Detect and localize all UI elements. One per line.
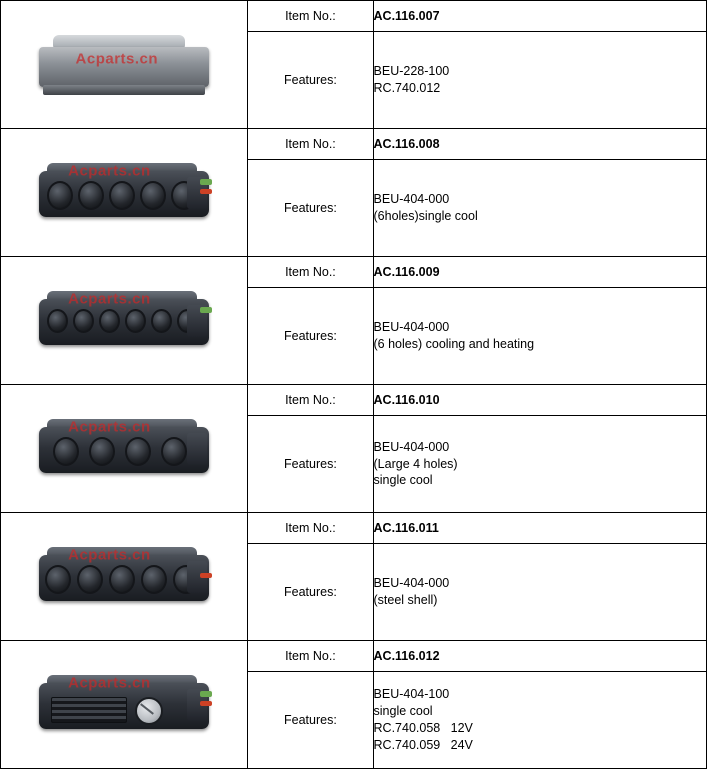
vent — [73, 309, 94, 333]
watermark: Acparts.cn — [68, 290, 151, 308]
feature-line: RC.740.012 — [373, 81, 441, 95]
unit-vents — [45, 565, 199, 594]
features-label: Features: — [248, 544, 373, 641]
item-no-value: AC.116.009 — [373, 257, 706, 288]
feature-line: RC.740.059 24V — [373, 737, 473, 752]
item-no-label: Item No.: — [248, 513, 373, 544]
feature-line: (6 holes) cooling and heating — [373, 337, 535, 351]
feature-line: BEU-228-100 — [373, 64, 450, 79]
vent — [151, 309, 172, 333]
watermark: Acparts.cn — [68, 418, 151, 436]
feature-line: single cool — [373, 704, 433, 719]
unit-connector-red — [200, 189, 212, 194]
item-no-value: AC.116.010 — [373, 385, 706, 416]
feature-line: BEU-404-000 — [373, 192, 450, 207]
item-no-label: Item No.: — [248, 257, 373, 288]
vent — [109, 181, 135, 210]
product-image-cell — [1, 1, 248, 129]
features-label: Features: — [248, 288, 373, 385]
table-row — [1, 385, 707, 416]
unit-vents — [47, 309, 198, 333]
product-illustration — [39, 33, 209, 97]
feature-line: RC.740.058 12V — [373, 721, 473, 735]
unit-side-box — [187, 433, 207, 465]
feature-line: (6holes)single cool — [373, 209, 478, 223]
vent — [78, 181, 104, 210]
table-row — [1, 257, 707, 288]
feature-line: single cool — [373, 473, 433, 488]
product-illustration — [39, 161, 209, 225]
product-image-cell — [1, 641, 248, 769]
table-row — [1, 129, 707, 160]
vent — [77, 565, 103, 594]
features-value — [373, 160, 706, 257]
vent — [125, 437, 151, 466]
unit-connector-red — [200, 573, 212, 578]
vent — [161, 437, 187, 466]
item-no-label: Item No.: — [248, 1, 373, 32]
feature-line: BEU-404-100 — [373, 687, 450, 702]
vent — [47, 181, 73, 210]
item-no-value: AC.116.007 — [373, 1, 706, 32]
feature-line: (steel shell) — [373, 593, 438, 607]
item-no-value: AC.116.011 — [373, 513, 706, 544]
features-label: Features: — [248, 672, 373, 769]
unit-vents — [53, 437, 187, 466]
table-row — [1, 513, 707, 544]
vent — [109, 565, 135, 594]
item-no-value: AC.116.012 — [373, 641, 706, 672]
item-no-label: Item No.: — [248, 385, 373, 416]
item-no-label: Item No.: — [248, 129, 373, 160]
item-no-label: Item No.: — [248, 641, 373, 672]
features-value — [373, 416, 706, 513]
unit-body — [39, 47, 209, 87]
unit-connector-green — [200, 307, 212, 313]
features-value — [373, 32, 706, 129]
vent — [45, 565, 71, 594]
unit-vents — [47, 181, 197, 210]
unit-plate — [43, 85, 205, 95]
vent — [89, 437, 115, 466]
features-value — [373, 544, 706, 641]
features-label: Features: — [248, 160, 373, 257]
vent — [140, 181, 166, 210]
product-image-cell — [1, 129, 248, 257]
features-label: Features: — [248, 32, 373, 129]
feature-line: BEU-404-000 — [373, 320, 450, 335]
watermark: Acparts.cn — [75, 50, 159, 68]
item-no-value: AC.116.008 — [373, 129, 706, 160]
product-illustration — [39, 673, 209, 737]
unit-connector-green — [200, 179, 212, 185]
features-value — [373, 672, 706, 769]
feature-line: BEU-404-000 — [373, 439, 450, 454]
vent — [47, 309, 68, 333]
watermark: Acparts.cn — [68, 162, 151, 180]
product-image-cell — [1, 385, 248, 513]
product-image-cell — [1, 513, 248, 641]
watermark: Acparts.cn — [68, 546, 151, 564]
features-value — [373, 288, 706, 385]
unit-knob — [135, 697, 163, 725]
table-row — [1, 641, 707, 672]
catalog-body — [1, 1, 707, 769]
product-image-cell — [1, 257, 248, 385]
vent — [125, 309, 146, 333]
vent — [141, 565, 167, 594]
vent — [99, 309, 120, 333]
feature-line: BEU-404-000 — [373, 576, 450, 591]
unit-connector-green — [200, 691, 212, 697]
vent — [53, 437, 79, 466]
feature-line: (Large 4 holes) — [373, 456, 458, 471]
table-row — [1, 1, 707, 32]
product-illustration — [39, 289, 209, 353]
watermark: Acparts.cn — [68, 674, 151, 692]
unit-connector-red — [200, 701, 212, 706]
product-illustration — [39, 417, 209, 481]
unit-grille — [51, 697, 127, 723]
features-label: Features: — [248, 416, 373, 513]
product-illustration — [39, 545, 209, 609]
